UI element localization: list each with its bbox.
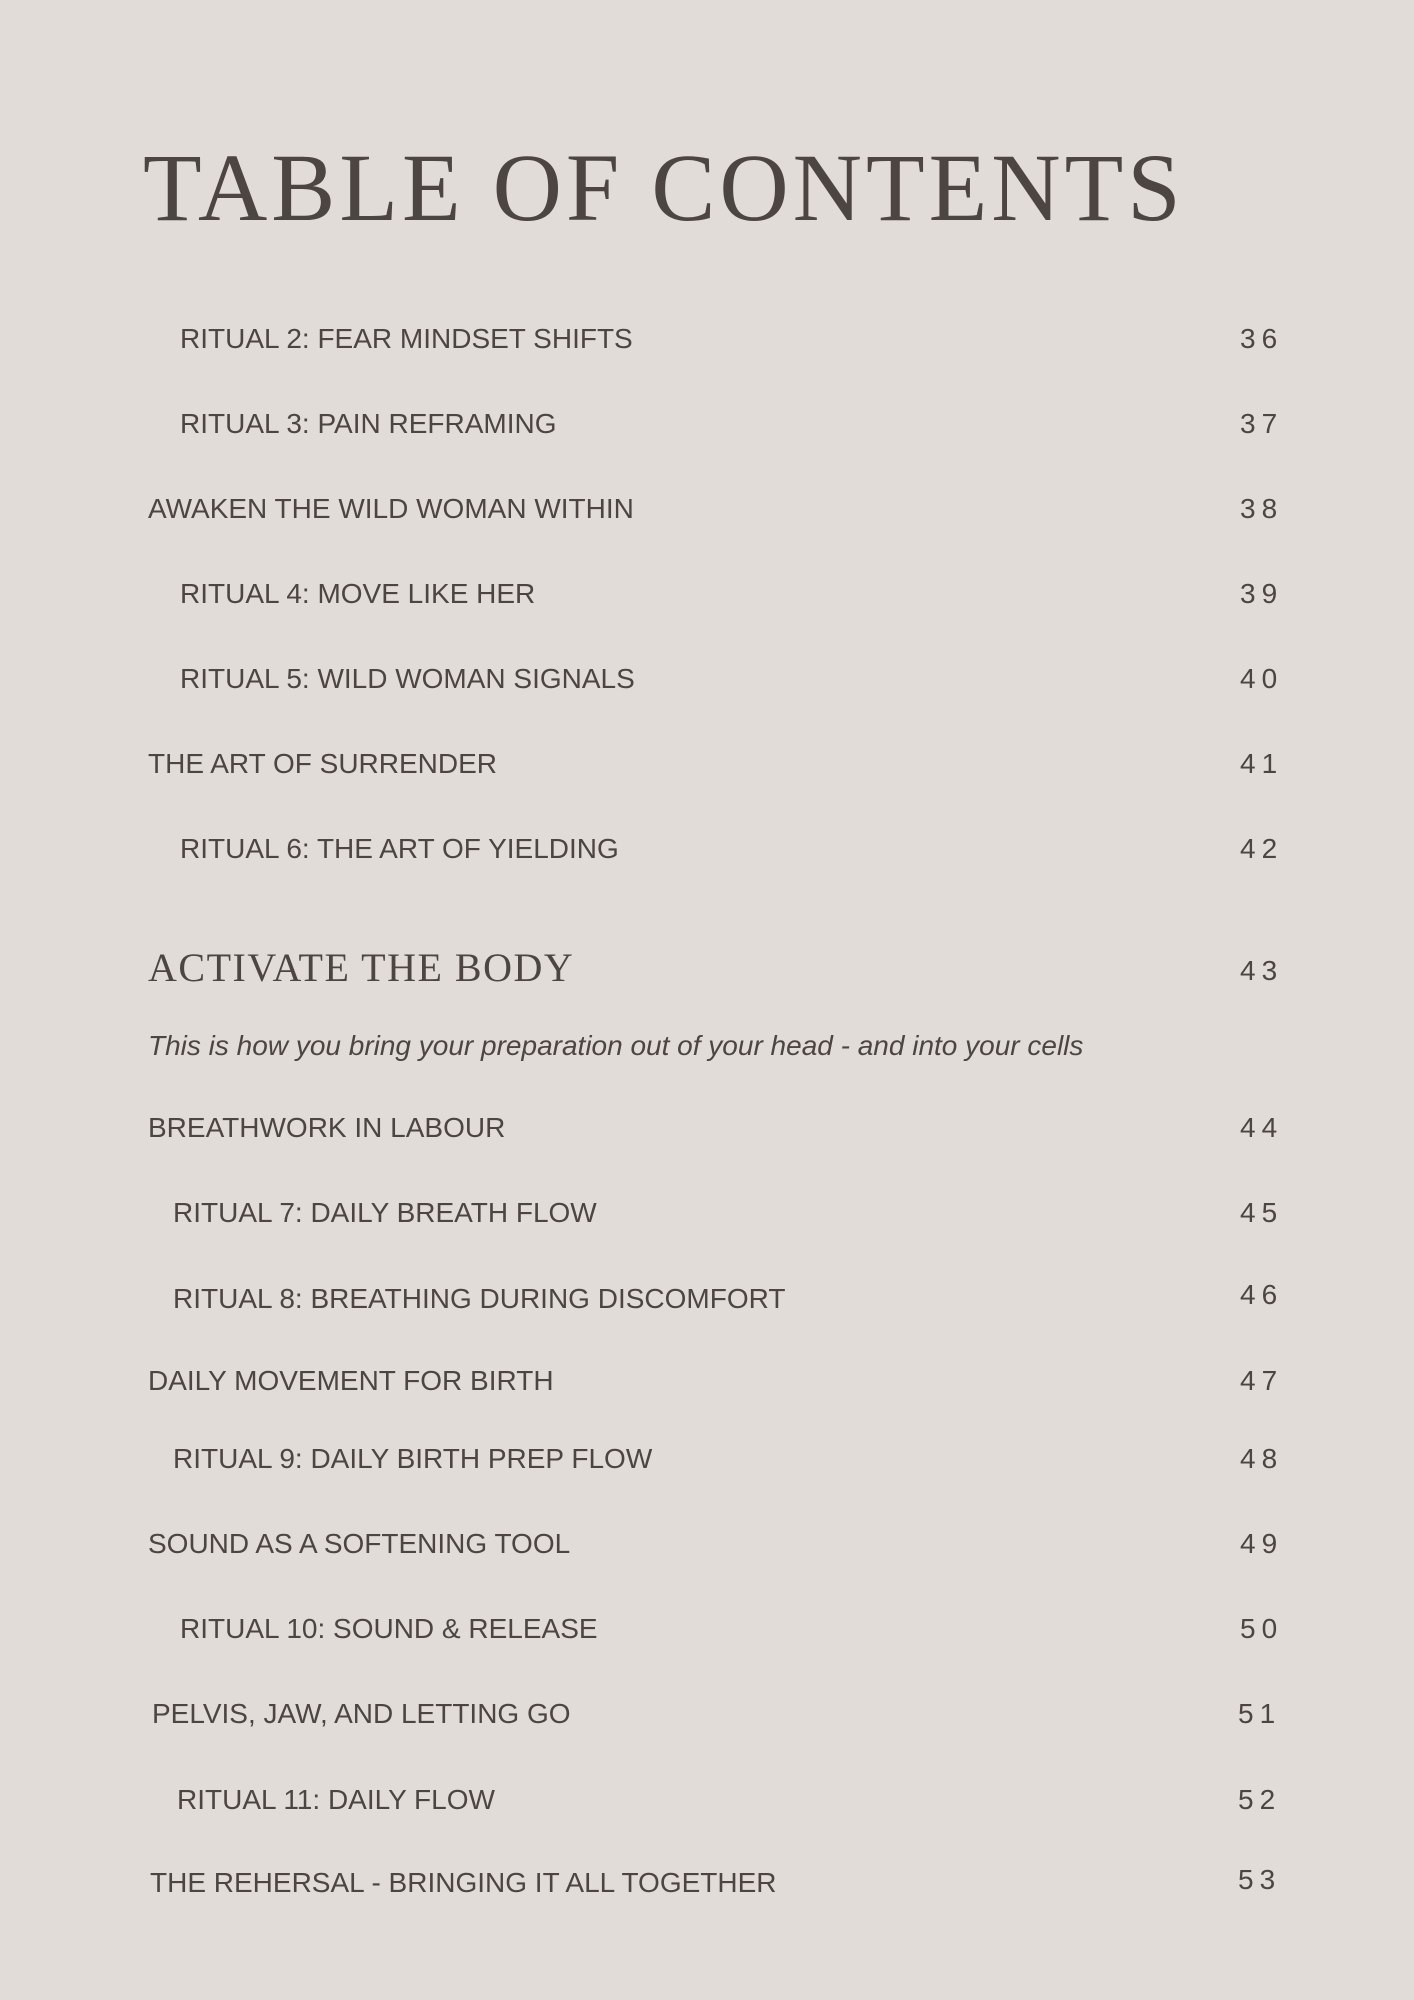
toc-entry-page: 46 — [1240, 1279, 1284, 1310]
toc-entry-page: 45 — [1240, 1197, 1284, 1228]
toc-entry-page: 50 — [1240, 1613, 1284, 1644]
toc-entry-page: 39 — [1240, 578, 1284, 609]
toc-entry-label[interactable]: RITUAL 9: DAILY BIRTH PREP FLOW — [173, 1443, 653, 1474]
toc-entry-label[interactable]: RITUAL 2: FEAR MINDSET SHIFTS — [180, 323, 633, 354]
toc-entry-label[interactable]: PELVIS, JAW, AND LETTING GO — [152, 1698, 571, 1729]
toc-entry-page: 48 — [1240, 1443, 1284, 1474]
toc-entry-page: 52 — [1238, 1784, 1282, 1815]
toc-entry-label[interactable]: RITUAL 11: DAILY FLOW — [177, 1784, 495, 1815]
toc-entry-page: 51 — [1238, 1698, 1282, 1729]
toc-entry-page: 36 — [1240, 323, 1284, 354]
toc-entry-page: 49 — [1240, 1528, 1284, 1559]
toc-entry-label[interactable]: BREATHWORK IN LABOUR — [148, 1112, 506, 1143]
page-title: TABLE OF CONTENTS — [143, 134, 1185, 241]
toc-entry-page: 53 — [1238, 1864, 1282, 1895]
toc-entry-label[interactable]: RITUAL 10: SOUND & RELEASE — [180, 1613, 598, 1644]
toc-entry-label[interactable]: RITUAL 6: THE ART OF YIELDING — [180, 833, 619, 864]
toc-entry-label[interactable]: RITUAL 4: MOVE LIKE HER — [180, 578, 536, 609]
toc-entry-label[interactable]: THE REHERSAL - BRINGING IT ALL TOGETHER — [150, 1867, 777, 1898]
toc-entry-page: 47 — [1240, 1365, 1284, 1396]
toc-entry-label[interactable]: AWAKEN THE WILD WOMAN WITHIN — [148, 493, 634, 524]
toc-entry-label[interactable]: SOUND AS A SOFTENING TOOL — [148, 1528, 571, 1559]
toc-entry-label[interactable]: RITUAL 3: PAIN REFRAMING — [180, 408, 557, 439]
toc-entry-page: 40 — [1240, 663, 1284, 694]
section-subtitle: This is how you bring your preparation out of your head - and into your cells — [148, 1030, 1084, 1061]
toc-entry-page: 37 — [1240, 408, 1284, 439]
section-page: 43 — [1240, 955, 1284, 986]
toc-entry-label[interactable]: RITUAL 8: BREATHING DURING DISCOMFORT — [173, 1283, 786, 1314]
toc-entry-label[interactable]: RITUAL 7: DAILY BREATH FLOW — [173, 1197, 597, 1228]
toc-entry-page: 38 — [1240, 493, 1284, 524]
toc-entry-label[interactable]: RITUAL 5: WILD WOMAN SIGNALS — [180, 663, 635, 694]
toc-entry-page: 42 — [1240, 833, 1284, 864]
toc-entry-label[interactable]: DAILY MOVEMENT FOR BIRTH — [148, 1365, 554, 1396]
toc-entry-page: 41 — [1240, 748, 1284, 779]
toc-entry-page: 44 — [1240, 1112, 1284, 1143]
section-heading[interactable]: ACTIVATE THE BODY — [148, 945, 575, 990]
toc-entry-label[interactable]: THE ART OF SURRENDER — [148, 748, 498, 779]
